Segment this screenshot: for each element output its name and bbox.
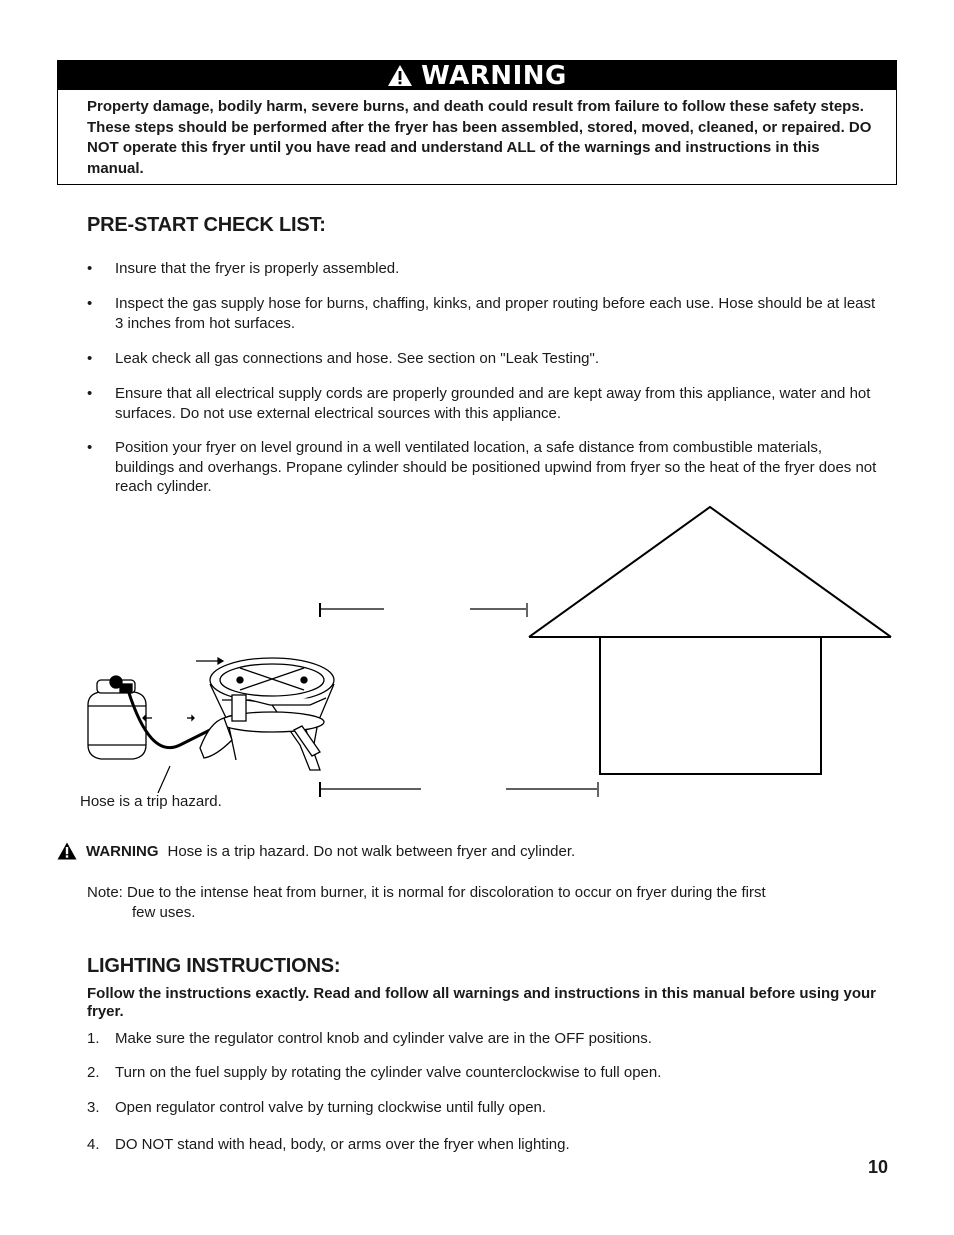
bullet-marker: • <box>87 439 93 456</box>
inline-warning-text: Hose is a trip hazard. Do not walk between fryer and cylinder. <box>167 842 576 860</box>
prestart-item-text: Inspect the gas supply hose for burns, chaffing, kinks, and proper routing before each use. Hose should be at least 3 inches from hot surfaces. <box>115 295 876 332</box>
diagram-caption: Hose is a trip hazard. <box>80 793 222 810</box>
prestart-item-text: Leak check all gas connections and hose. See section on "Leak Testing". <box>115 350 600 367</box>
prestart-item-text: Ensure that all electrical supply cords are properly grounded and are kept away from this appliance, water and hot surfaces. Do not use external electrical sources with this appliance. <box>115 385 871 422</box>
step-number: 4. <box>87 1136 100 1153</box>
lighting-step <box>87 1098 887 1117</box>
prestart-item-text: Position your fryer on level ground in a well ventilated location, a safe distance from combustible materials, buildings and overhangs. Propane cylinder should be positioned upwind from fryer so the heat of the fryer does not reach cylinder. <box>115 439 877 495</box>
warning-triangle-icon <box>57 842 77 860</box>
warning-body: Property damage, bodily harm, severe burns, and death could result from failure to follow these safety steps. These steps should be performed after the fryer has been assembled, stored, moved, cleaned, or repaired. DO NOT operate this fryer until you have read and understand ALL of the warnings and instructions in this manual. <box>87 98 872 177</box>
step-text: Open regulator control valve by turning clockwise until fully open. <box>115 1099 547 1116</box>
step-text: Make sure the regulator control knob and cylinder valve are in the OFF positions. <box>115 1030 652 1047</box>
lighting-intro: Follow the instructions exactly. Read and follow all warnings and instructions in this manual before using your fryer. <box>87 985 876 1020</box>
bullet-marker: • <box>87 260 93 277</box>
fryer-burner-drawing <box>200 658 334 770</box>
note-text: Note: Due to the intense heat from burner, it is normal for discoloration to occur on fryer during the first <box>87 884 766 901</box>
step-text: Turn on the fuel supply by rotating the cylinder valve counterclockwise to full open. <box>115 1064 662 1081</box>
step-number: 2. <box>87 1064 100 1081</box>
lighting-step <box>87 1029 887 1048</box>
arrow-icon <box>196 658 223 664</box>
step-text: DO NOT stand with head, body, or arms over the fryer when lighting. <box>115 1136 570 1153</box>
caption-leader <box>158 766 170 793</box>
building-drawing <box>529 507 891 774</box>
inline-warning <box>57 842 575 860</box>
bullet-marker: • <box>87 385 93 402</box>
warning-title: WARNING <box>421 60 567 91</box>
lighting-step <box>87 1063 887 1082</box>
prestart-item-text: Insure that the fryer is properly assembled. <box>115 260 400 277</box>
step-number: 1. <box>87 1030 100 1047</box>
inline-warning-label: WARNING <box>86 842 159 860</box>
note-continuation: few uses. <box>132 904 196 921</box>
bullet-marker: • <box>87 350 93 367</box>
prestart-heading: PRE-START CHECK LIST: <box>87 214 326 236</box>
lighting-heading: LIGHTING INSTRUCTIONS: <box>87 955 341 977</box>
lighting-step <box>87 1135 887 1154</box>
step-number: 3. <box>87 1099 100 1116</box>
distance-lines <box>320 603 598 797</box>
page-number: 10 <box>868 1157 889 1177</box>
bullet-marker: • <box>87 295 93 312</box>
